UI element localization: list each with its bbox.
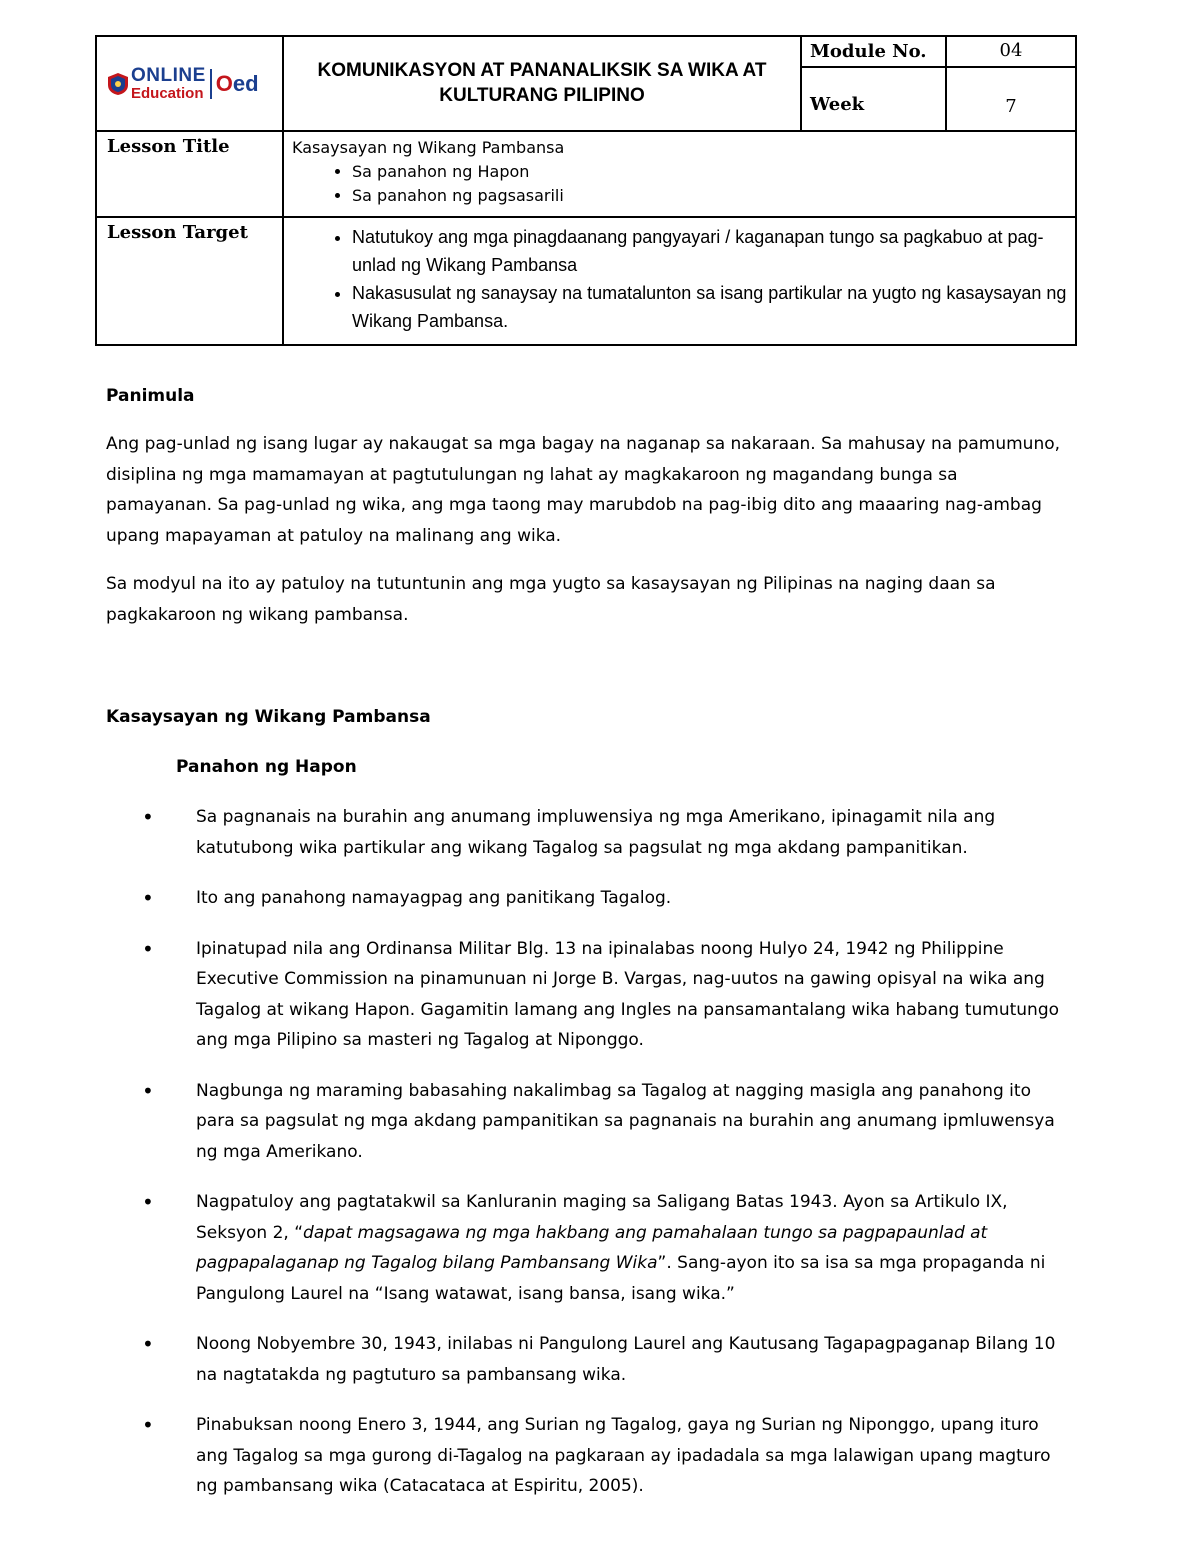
lesson-target-content	[283, 217, 1076, 345]
bullet-5-quote: dapat magsagawa ng mga hakbang ang pamahalaan tungo sa pagpapaunlad at pagpapalaganap ng Tagalog bilang Pambansang Wika	[196, 1222, 988, 1273]
module-header-table	[95, 35, 1077, 346]
lesson-title-item: • Sa panahon ng pagsasarili	[352, 184, 1067, 208]
module-value: 04	[946, 36, 1076, 67]
lesson-title-text: Kasaysayan ng Wikang Pambansa	[292, 138, 565, 157]
lesson-title-content	[283, 131, 1076, 217]
week-value: 7	[946, 67, 1076, 131]
module-label: Module No.	[801, 36, 946, 67]
logo-education-text: Education	[131, 85, 204, 102]
list-item: • Sa pagnanais na burahin ang anumang impluwensiya ng mga Amerikano, ipinagamit nila ang katutubong wika partikular ang wikang Tagalog sa pagsulat ng mga akdang pampanitikan.	[106, 802, 1066, 863]
logo-cell	[96, 36, 283, 131]
panimula-paragraph-2: Sa modyul na ito ay patuloy na tutuntunin ang mga yugto sa kasaysayan ng Pilipinas na naging daan sa pagkakaroon ng wikang pambansa.	[106, 574, 996, 625]
logo-oed-text: Oed	[215, 70, 259, 96]
lesson-title-item: • Sa panahon ng Hapon	[352, 160, 1067, 184]
lesson-target-item: • Natutukoy ang mga pinagdaanang pangyayari / kaganapan tungo sa pagkabuo at pag-unlad ng Wikang Pambansa	[352, 224, 1067, 280]
list-item: • Pinabuksan noong Enero 3, 1944, ang Surian ng Tagalog, gaya ng Surian ng Niponggo, upang ituro ang Tagalog sa mga gurong di-Tagalog na pagkaraan ay ipadadala sa mga lalawigan upang magturo ng pambansang wika (Catacataca at Espiritu, 2005).	[106, 1410, 1066, 1502]
online-education-logo	[97, 40, 282, 128]
kasaysayan-heading: Kasaysayan ng Wikang Pambansa	[106, 707, 431, 727]
subject-title: KOMUNIKASYON AT PANANALIKSIK SA WIKA AT KULTURANG PILIPINO	[283, 36, 801, 131]
lesson-title-list	[292, 160, 1067, 208]
lesson-target-item: • Nakasusulat ng sanaysay na tumatalunton sa isang partikular na yugto ng kasaysayan ng Wikang Pambansa.	[352, 280, 1067, 336]
panimula-paragraph-1: Ang pag-unlad ng isang lugar ay nakaugat sa mga bagay na naganap sa nakaraan. Sa mahusay na pamumuno, disiplina ng mga mamamayan at pagtutulungan ng lahat ay magkakaroon ng magandang bunga sa pamayanan. Sa pag-unlad ng wika, ang mga taong may marubdob na pag-ibig dito ang maaaring nag-ambag upang mapayaman at patuloy na malinang ang wika.	[106, 434, 1061, 546]
list-item	[106, 1187, 1066, 1309]
seal-icon	[107, 72, 129, 96]
logo-divider	[210, 69, 212, 99]
logo-online-text: ONLINE	[131, 65, 206, 86]
lesson-target-label: Lesson Target	[96, 217, 283, 345]
panimula-heading: Panimula	[106, 386, 195, 406]
hapon-bullet-list	[106, 802, 1066, 1522]
list-item: • Ipinatupad nila ang Ordinansa Militar Blg. 13 na ipinalabas noong Hulyo 24, 1942 ng Philippine Executive Commission na pinamunuan ni Jorge B. Vargas, nag-uutos na gawing opisyal na wika ang Tagalog at wikang Hapon. Gagamitin lamang ang Ingles na pansamantalang wika habang tumutungo ang mga Pilipino sa masteri ng Tagalog at Niponggo.	[106, 934, 1066, 1056]
lesson-title-label: Lesson Title	[96, 131, 283, 217]
bullet-5-pre: Nagpatuloy ang pagtatakwil sa Kanluranin maging sa Saligang Batas 1943. Ayon sa Artikulo IX, Seksyon 2, “	[196, 1192, 1008, 1243]
bullet-5-post: ”. Sang-ayon ito sa isa sa mga propaganda ni Pangulong Laurel na “Isang watawat, isang bansa, isang wika.”	[196, 1253, 1046, 1304]
week-label: Week	[801, 67, 946, 131]
panahon-ng-hapon-heading: Panahon ng Hapon	[176, 757, 357, 777]
lesson-target-list	[292, 224, 1067, 336]
list-item: • Nagbunga ng maraming babasahing nakalimbag sa Tagalog at nagging masigla ang panahong ito para sa pagsulat ng mga akdang pampanitikan sa pagnanais na burahin ang anumang ipmluwensya ng mga Amerikano.	[106, 1076, 1066, 1168]
list-item: • Ito ang panahong namayagpag ang panitikang Tagalog.	[106, 883, 1066, 914]
list-item: • Noong Nobyembre 30, 1943, inilabas ni Pangulong Laurel ang Kautusang Tagapagpaganap Bilang 10 na nagtatakda ng pagtuturo sa pambansang wika.	[106, 1329, 1066, 1390]
